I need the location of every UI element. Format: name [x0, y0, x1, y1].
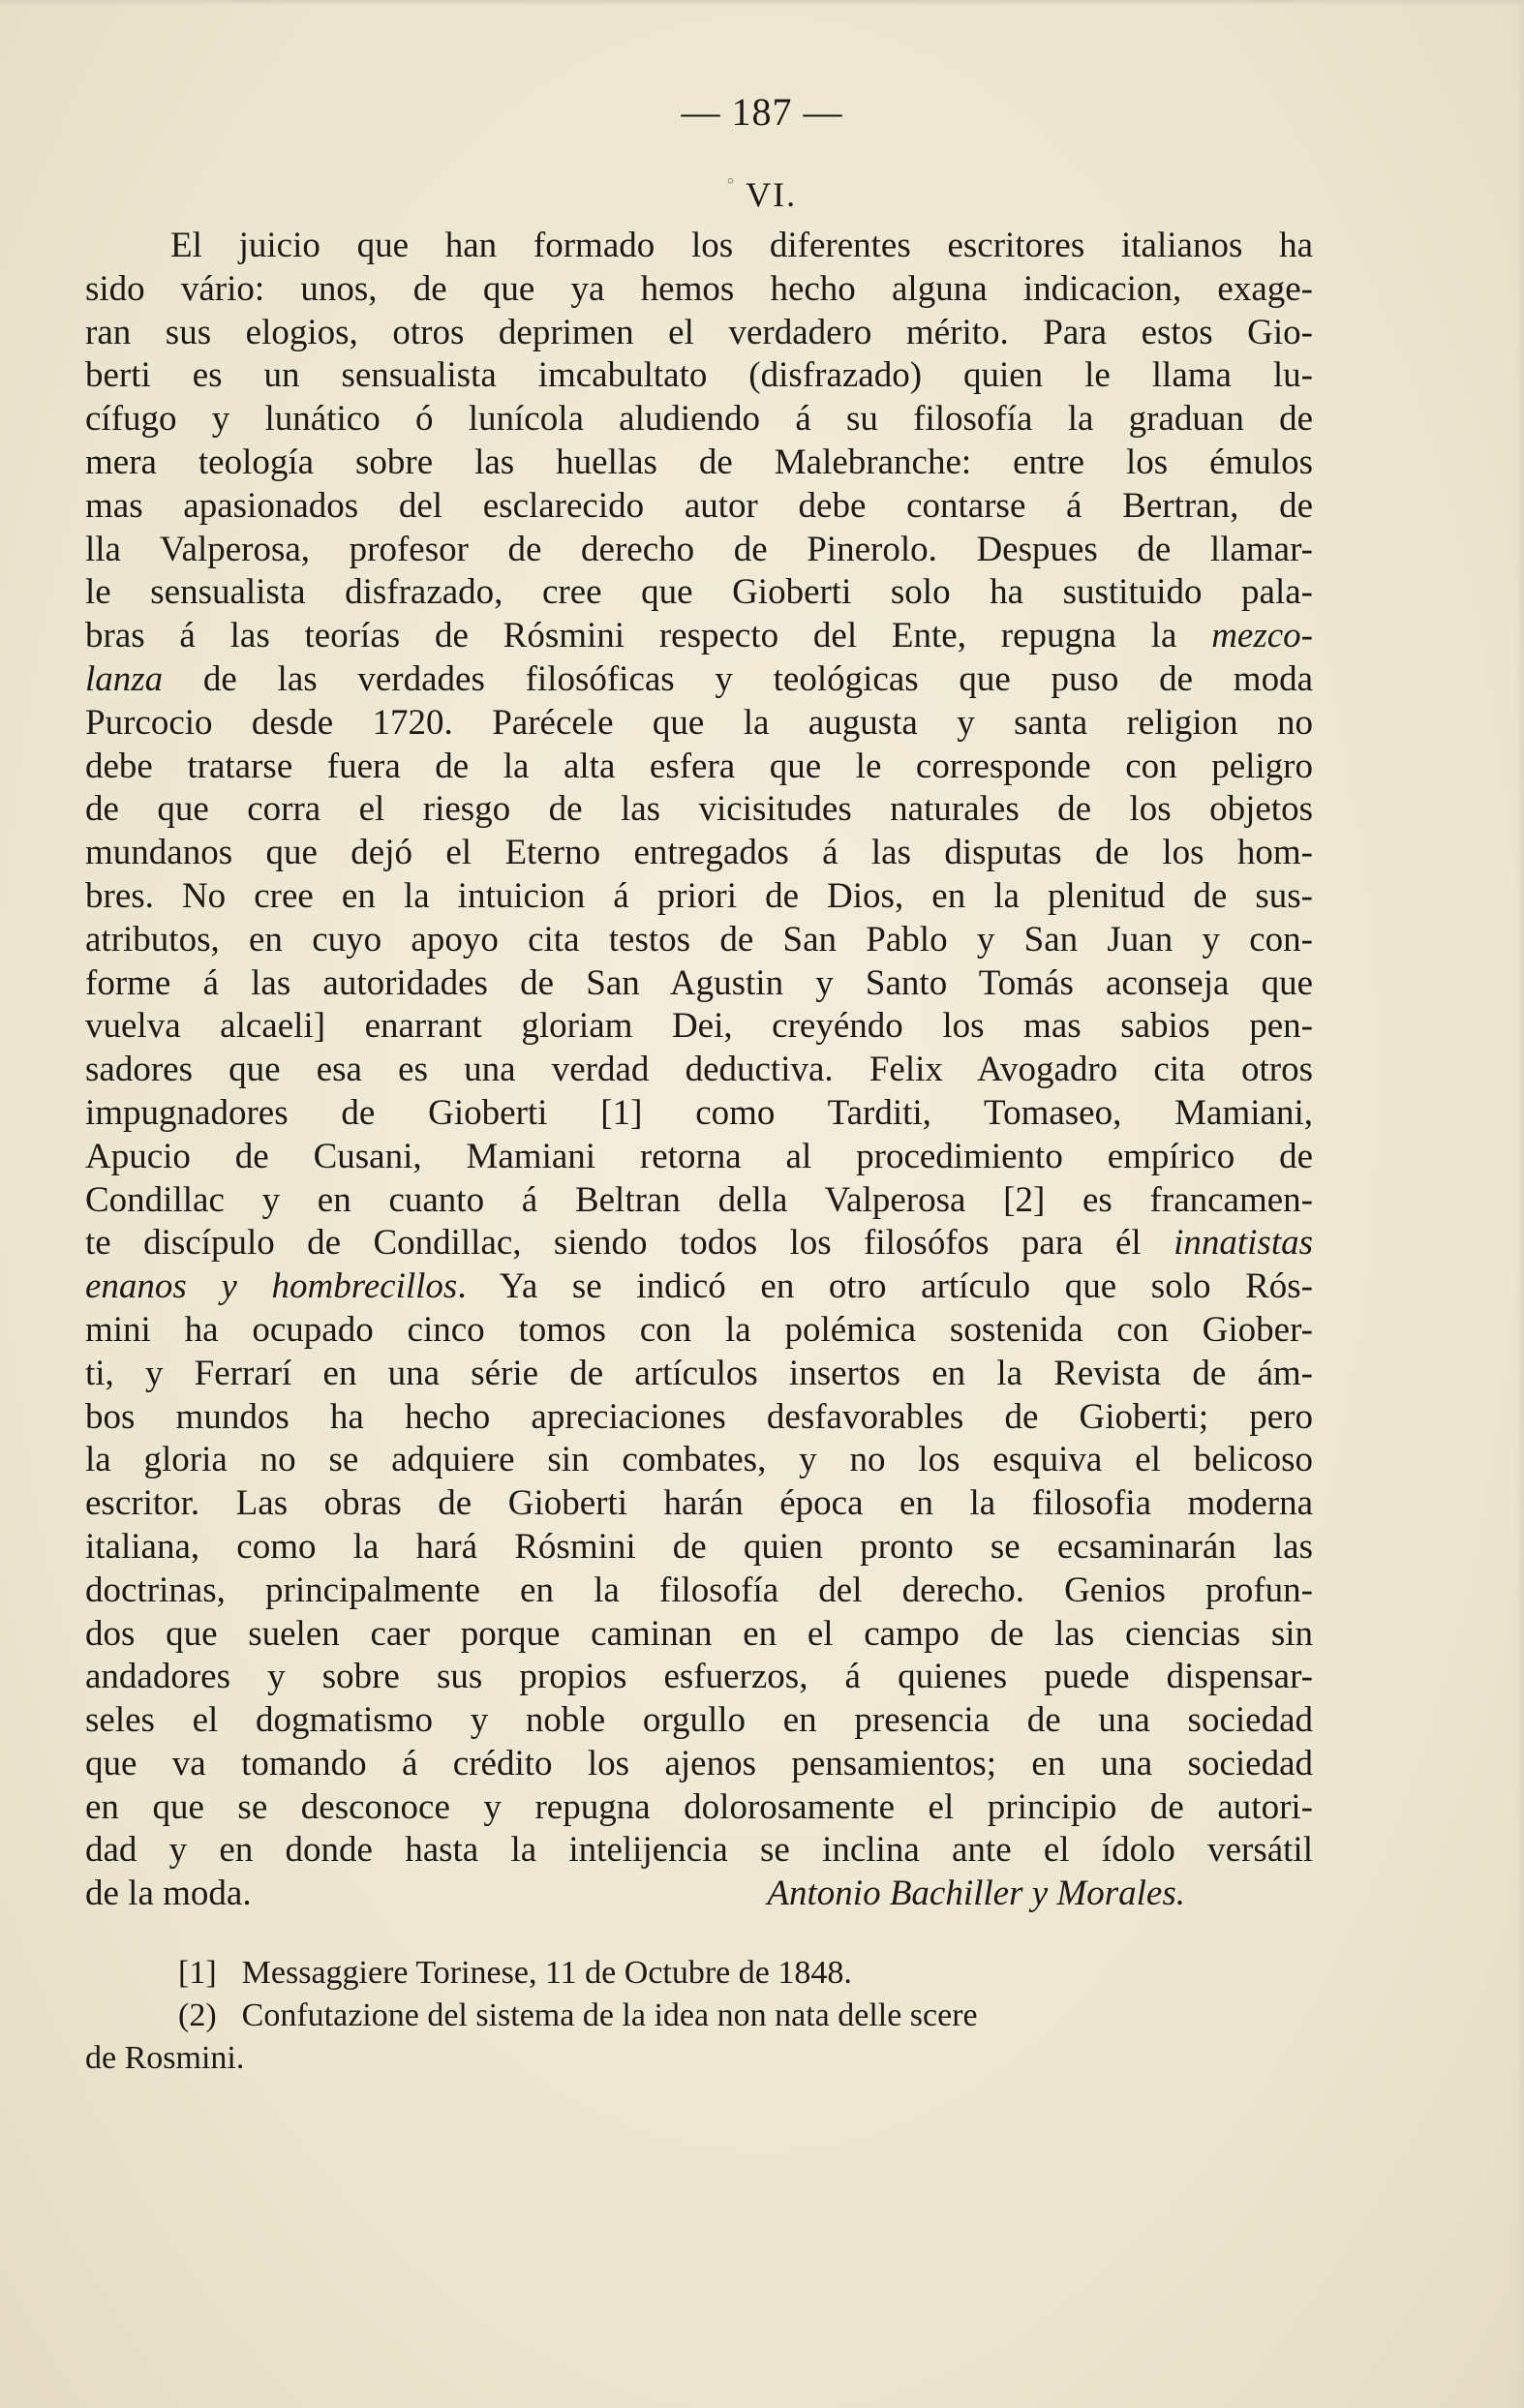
text-line: forme á las autoridades de San Agustin y Santo Tomás aconseja que — [85, 962, 1313, 1003]
text-line: andadores y sobre sus propios esfuerzos, á quienes puede dispensar- — [85, 1657, 1313, 1697]
text-run: de las verdades filosóficas y teológicas que puso de moda — [163, 658, 1313, 699]
text-line: italiana, como la hará Rósmini de quien pronto se ecsaminarán las — [85, 1526, 1313, 1567]
text-line: de que corra el riesgo de las vicisitudes naturales de los objetos — [85, 789, 1313, 830]
text-line: sido vário: unos, de que ya hemos hecho alguna indicacion, exage- — [85, 268, 1313, 309]
closing-line — [85, 1873, 1313, 1916]
footnote-text: de Rosmini. — [85, 2040, 245, 2076]
text-line: berti es un sensualista imcabultato (disfrazado) quien le llama lu- — [85, 355, 1313, 396]
section-mark: ° — [726, 174, 737, 194]
text-line: doctrinas, principalmente en la filosofía del derecho. Genios profun- — [85, 1570, 1313, 1610]
section-heading — [0, 174, 1524, 215]
text-line: atributos, en cuyo apoyo cita testos de San Pablo y San Juan y con- — [85, 919, 1313, 960]
footnote-text: Messaggiere Torinese, 11 de Octubre de 1848. — [241, 1955, 852, 1991]
text-line: impugnadores de Gioberti [1] como Tarditi, Tomaseo, Mamiani, — [85, 1092, 1313, 1133]
text-line: dad y en donde hasta la intelijencia se inclina ante el ídolo versátil — [85, 1830, 1313, 1871]
footnote-text: Confutazione del sistema de la idea non nata delle scere — [241, 1997, 978, 2033]
text-line — [85, 615, 1313, 658]
text-line: debe tratarse fuera de la alta esfera que le corresponde con peligro — [85, 746, 1313, 786]
text-line: Purcocio desde 1720. Parécele que la augusta y santa religion no — [85, 702, 1313, 743]
text-line: seles el dogmatismo y noble orgullo en presencia de una sociedad — [85, 1700, 1313, 1741]
text-run: bras á las teorías de Rósmini respecto del Ente, repugna la — [85, 616, 1212, 656]
italic-run: lanza — [85, 658, 164, 699]
text-line: lla Valperosa, profesor de derecho de Pinerolo. Despues de llamar- — [85, 529, 1313, 569]
text-line: dos que suelen caer porque caminan en el campo de las ciencias sin — [85, 1613, 1313, 1654]
author-signature: Antonio Bachiller y Morales. — [767, 1874, 1185, 1914]
italic-run: innatistas — [1173, 1223, 1313, 1264]
scan-top-edge — [0, 0, 1524, 6]
page-number: — 187 — — [681, 90, 843, 134]
section-number: VI. — [746, 175, 798, 214]
text-line: ran sus elogios, otros deprimen el verdadero mérito. Para estos Gio- — [85, 312, 1313, 352]
closing-text: de la moda. — [85, 1874, 252, 1914]
text-line: bos mundos ha hecho apreciaciones desfavorables de Gioberti; pero — [85, 1396, 1313, 1437]
text-line: en que se desconoce y repugna dolorosamente el principio de autori- — [85, 1786, 1313, 1827]
text-line — [85, 1222, 1313, 1265]
text-line: bres. No cree en la intuicion á priori de Dios, en la plenitud de sus- — [85, 875, 1313, 916]
footnote-continuation — [85, 2037, 1313, 2080]
footnote-marker: (2) — [178, 1997, 217, 2033]
text-line: vuelva alcaeli] enarrant gloriam Dei, creyéndo los mas sabios pen- — [85, 1006, 1313, 1047]
italic-run: enanos y hombrecillos — [85, 1266, 458, 1307]
text-line: El juicio que han formado los diferentes escritores italianos ha — [170, 226, 1313, 265]
footnotes — [85, 1952, 1313, 2080]
text-line: mas apasionados del esclarecido autor debe contarse á Bertran, de — [85, 485, 1313, 526]
italic-run: mezco- — [1211, 616, 1313, 656]
text-run: . Ya se indicó en otro artículo que solo Rós- — [457, 1266, 1313, 1307]
text-line: que va tomando á crédito los ajenos pensamientos; en una sociedad — [85, 1743, 1313, 1783]
text-line: ti, y Ferrarí en una série de artículos insertos en la Revista de ám- — [85, 1353, 1313, 1393]
text-line: Apucio de Cusani, Mamiani retorna al procedimiento empírico de — [85, 1136, 1313, 1176]
text-line: mundanos que dejó el Eterno entregados á las disputas de los hom- — [85, 833, 1313, 873]
text-line: le sensualista disfrazado, cree que Gioberti solo ha sustituido pala- — [85, 572, 1313, 613]
footnote — [85, 1995, 1313, 2037]
text-line: la gloria no se adquiere sin combates, y no los esquiva el belicoso — [85, 1440, 1313, 1480]
footnote-marker: [1] — [178, 1955, 217, 1991]
text-line: escritor. Las obras de Gioberti harán época en la filosofia moderna — [85, 1483, 1313, 1524]
text-line: mera teología sobre las huellas de Malebranche: entre los émulos — [85, 442, 1313, 482]
text-run: te discípulo de Condillac, siendo todos los filosófos para él — [85, 1223, 1174, 1264]
paragraph — [85, 225, 1313, 1916]
text-line: mini ha ocupado cinco tomos con la polémica sostenida con Giober- — [85, 1309, 1313, 1350]
text-line: sadores que esa es una verdad deductiva. Felix Avogadro cita otros — [85, 1050, 1313, 1090]
footnote — [85, 1952, 1313, 1995]
text-line: Condillac y en cuanto á Beltran della Valperosa [2] es francamen- — [85, 1179, 1313, 1220]
text-line — [85, 1265, 1313, 1309]
text-line: cífugo y lunático ó lunícola aludiendo á su filosofía la graduan de — [85, 399, 1313, 440]
text-line — [85, 658, 1313, 702]
scan-right-edge — [1516, 0, 1524, 2408]
